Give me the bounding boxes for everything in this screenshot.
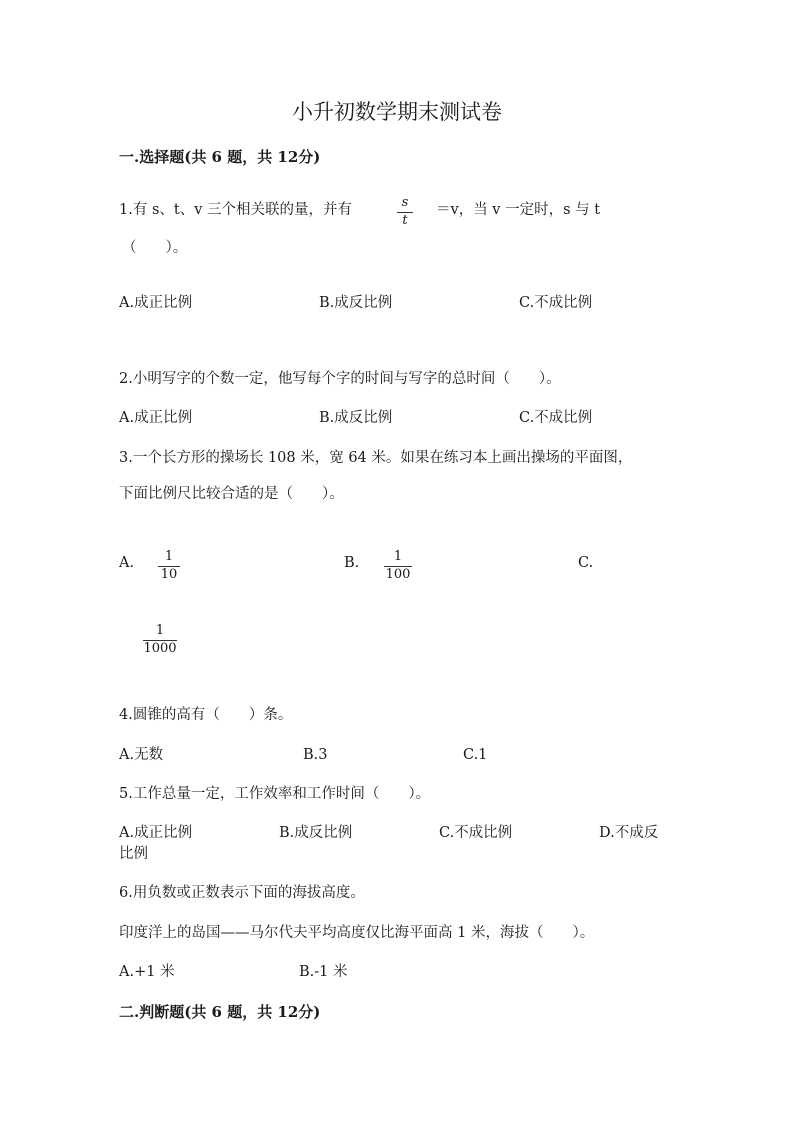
question-1-fraction bbox=[397, 196, 413, 228]
question-6-option-b[interactable]: B.-1 米 bbox=[299, 964, 348, 980]
fraction-numerator: 1 bbox=[393, 549, 403, 564]
fraction-denominator: 100 bbox=[385, 567, 411, 582]
question-5-option-c[interactable]: C.不成比例 bbox=[439, 825, 513, 841]
section-heading-choice: 一.选择题(共 6 题，共 12分) bbox=[119, 148, 321, 166]
question-1-text-after: ＝v，当 v 一定时，s 与 t bbox=[436, 202, 601, 218]
fraction-denominator: t bbox=[402, 213, 408, 228]
question-2-option-a[interactable]: A.成正比例 bbox=[119, 410, 193, 426]
fraction-denominator: 10 bbox=[160, 567, 178, 582]
question-1-option-b[interactable]: B.成反比例 bbox=[319, 295, 393, 311]
question-5-option-d-continued: 比例 bbox=[119, 846, 148, 862]
question-1-text: 1.有 s、t、v 三个相关联的量，并有 bbox=[119, 202, 353, 218]
fraction-numerator: s bbox=[401, 195, 409, 210]
question-6-text: 6.用负数或正数表示下面的海拔高度。 bbox=[119, 885, 365, 901]
question-2-option-b[interactable]: B.成反比例 bbox=[319, 410, 393, 426]
question-4-option-b[interactable]: B.3 bbox=[303, 747, 328, 763]
question-3-line-2: 下面比例尺比较合适的是（ ）。 bbox=[119, 486, 344, 502]
question-1-blank: （ ）。 bbox=[122, 240, 188, 256]
question-5-option-b[interactable]: B.成反比例 bbox=[279, 825, 353, 841]
question-4-option-a[interactable]: A.无数 bbox=[119, 747, 164, 763]
fraction-numerator: 1 bbox=[155, 623, 165, 638]
fraction-numerator: 1 bbox=[164, 549, 174, 564]
question-3-option-b-fraction bbox=[384, 550, 412, 582]
question-2-text: 2.小明写字的个数一定，他写每个字的时间与写字的总时间（ ）。 bbox=[119, 371, 561, 387]
question-5-text: 5.工作总量一定，工作效率和工作时间（ ）。 bbox=[119, 786, 431, 802]
question-5-option-a[interactable]: A.成正比例 bbox=[119, 825, 193, 841]
page-title: 小升初数学期末测试卷 bbox=[292, 100, 502, 124]
fraction-denominator: 1000 bbox=[143, 641, 177, 656]
question-2-option-c[interactable]: C.不成比例 bbox=[519, 410, 593, 426]
question-3-line-1: 3.一个长方形的操场长 108 米，宽 64 米。如果在练习本上画出操场的平面图， bbox=[119, 450, 633, 466]
question-4-option-c[interactable]: C.1 bbox=[463, 747, 488, 763]
question-6-subtext: 印度洋上的岛国——马尔代夫平均高度仅比海平面高 1 米，海拔（ ）。 bbox=[119, 925, 595, 941]
question-5-option-d[interactable]: D.不成反 bbox=[599, 825, 659, 841]
question-1-option-c[interactable]: C.不成比例 bbox=[519, 295, 593, 311]
question-1-option-a[interactable]: A.成正比例 bbox=[119, 295, 193, 311]
question-3-option-c-label[interactable]: C. bbox=[578, 555, 594, 571]
section-heading-judgment: 二.判断题(共 6 题，共 12分) bbox=[119, 1003, 321, 1021]
question-3-option-a-fraction bbox=[158, 550, 180, 582]
question-6-option-a[interactable]: A.+1 米 bbox=[119, 964, 175, 980]
question-3-option-c-fraction bbox=[143, 624, 177, 656]
question-3-option-b-label[interactable]: B. bbox=[344, 555, 360, 571]
question-4-text: 4.圆锥的高有（ ）条。 bbox=[119, 707, 293, 723]
question-3-option-a-label[interactable]: A. bbox=[119, 555, 135, 571]
